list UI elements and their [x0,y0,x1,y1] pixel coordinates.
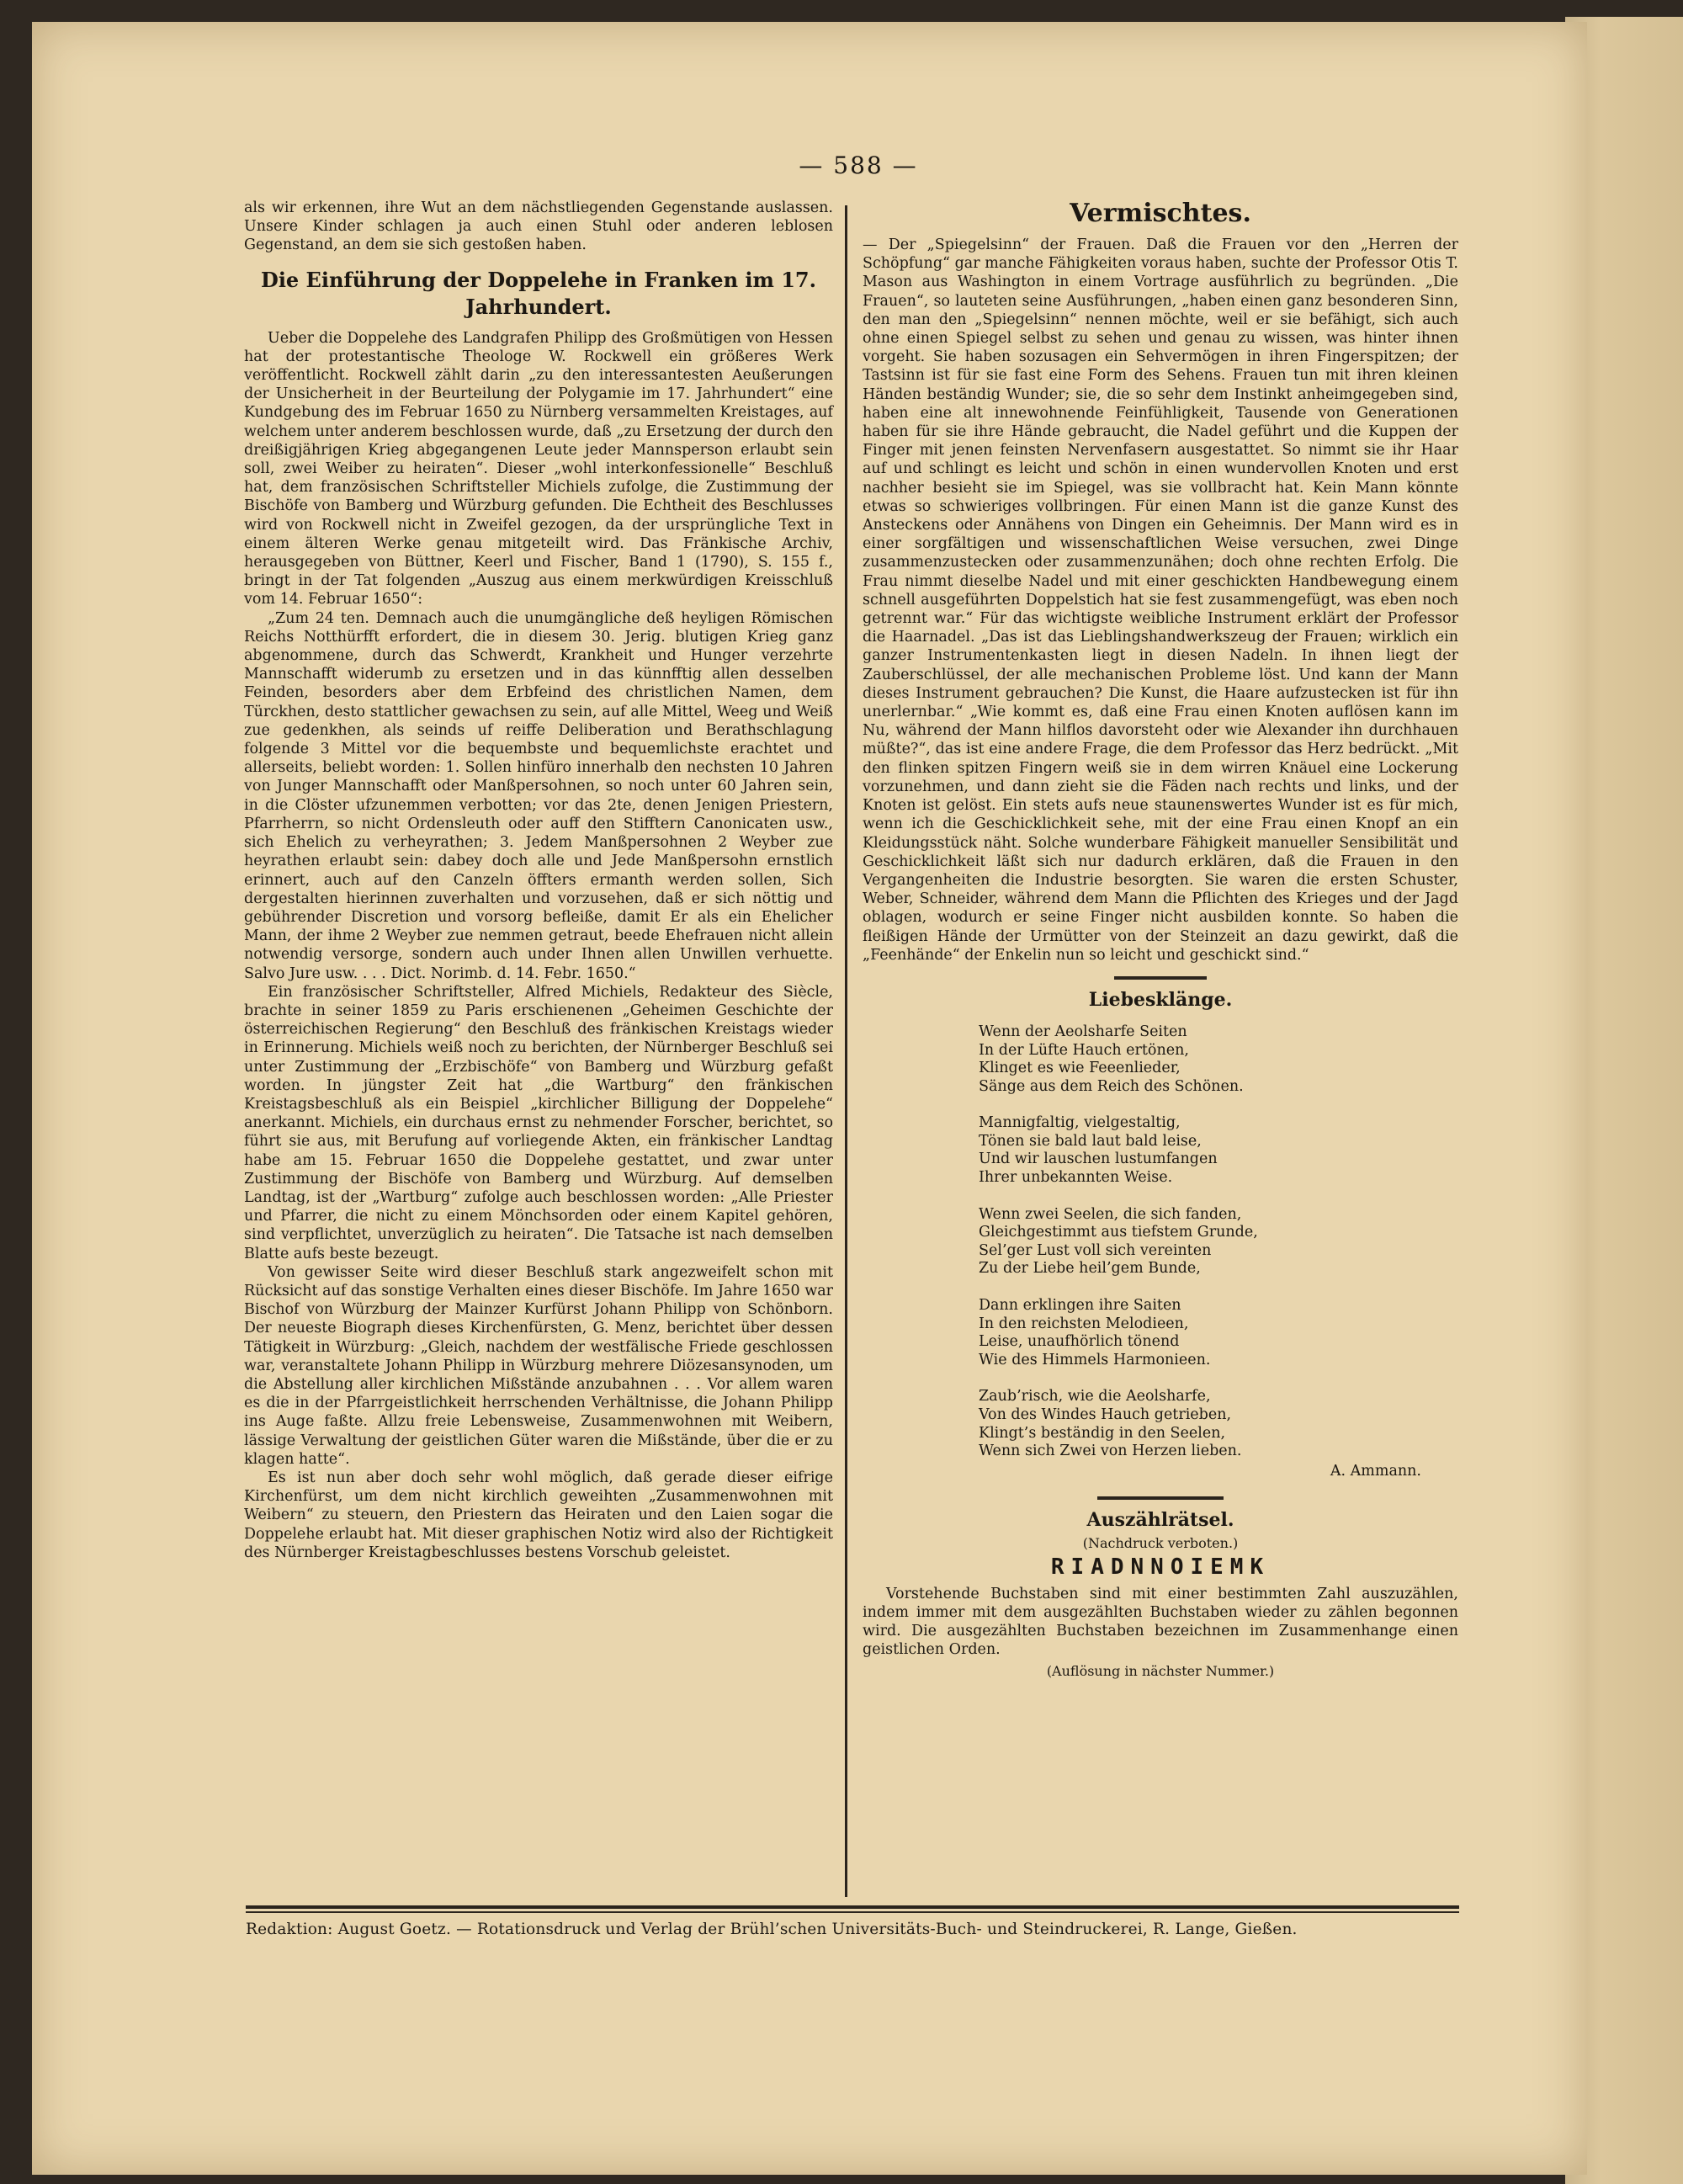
poem-line: In der Lüfte Hauch ertönen, [979,1041,1189,1059]
imprint-footer: Redaktion: August Goetz. — Rotationsdruck und Verlag der Brühl’schen Universitäts-Buch- und Steindruckerei, R. Lange, Gießen. [246,1921,1298,1938]
spiegelsinn-article: — Der „Spiegelsinn“ der Frauen. Daß die Frauen vor den „Herren der Schöpfung“ gar manche Fähigkeiten voraus haben, suchte der Professor Otis T. Mason aus Washington in einem Vortrage ausführlich zu begründen. „Die Frauen“, so lauteten seine Ausführungen, „haben einen ganz besonderen Sinn, den man den „Spiegelsinn“ nennen möchte, weil er sie befähigt, sich auch ohne einen Spiegel selbst zu sehen und genau zu wissen, was hinter ihnen vorgeht. Sie haben sozusagen ein Sehvermögen in ihren Fingerspitzen; der Tastsinn ist für sie fast eine Form des Sehens. Frauen tun mit ihren kleinen Händen beständig Wunder; sie, die so sehr dem Instinkt anheimgegeben sind, haben eine alt innewohnende Feinfühligkeit, Tausende von Generationen haben für sie ihre Hände gebraucht, die Nadel geführt und die Kuppen der Finger mit jenen feinsten Nervenfasern ausgestattet. So nimmt sie ihr Haar auf und schlingt es leicht und schön in einen wundervollen Knoten und erst nachher besieht sie im Spiegel, was sie vollbracht hat. Kein Mann könnte etwas so schwieriges vollbringen. Für einen Mann ist die ganze Kunst des Ansteckens oder Annähens von Dingen ein Geheimnis. Der Mann wird es in einer sorgfältigen und wissenschaftlichen Weise versuchen, zwei Dinge zusammenzustecken oder zusammenzunähen; doch ohne rechten Erfolg. Die Frau nimmt dieselbe Nadel und mit einer geschickten Handbewegung einem schnell ausgeführten Doppelstich hat sie fest zusammengefügt, was eben noch getrennt war.“ Für das wichtigste weibliche Instrument erklärt der Professor die Haarnadel. „Das ist das Lieblingshandwerkszeug der Frauen; wirklich ein ganzer Instrumentenkasten liegt in diesen Nadeln. In ihnen liegt der Zauberschlüssel, der alle mechanischen Probleme löst. Und kann der Mann dieses Instrument gebrauchen? Die Kunst, die Haare aufzustecken ist für ihn unerlernbar.“ „Wie kommt es, daß eine Frau einen Knoten auflösen kann im Nu, während der Mann hilflos davorsteht oder wie Alexander ihn durchhauen müßte?“, das ist eine andere Frage, die dem Professor das Herz bedrückt. „Mit den flinken spitzen Fingern weiß sie in dem wirren Knäuel eine Lockerung vorzunehmen, und dann zieht sie die Fäden nach rechts und links, und der Knoten ist gelöst. Ein stets aufs neue staunenswertes Wunder ist es für mich, wenn ich die Geschicklichkeit sehe, mit der eine Frau einen Knopf an ein Kleidungsstück näht. Solche wunderbare Fähigkeit manueller Sensibilität und Geschicklichkeit läßt sich nur dadurch erklären, daß die Frauen in den Vergangenheiten die Industrie besorgten. Sie waren die ersten Schuster, Weber, Schneider, während dem Mann die Pflichten des Krieges und der Jagd oblagen, wodurch er seine Finger nicht ausbilden konnte. So haben die fleißigen Hände der Urmütter von der Steinzeit an dazu gewirkt, daß die „Feenhände“ der Enkelin nun so leicht und geschickt sind.“ [863,236,1458,964]
article-paragraph-4: Von gewisser Seite wird dieser Beschluß stark angezweifelt schon mit Rücksicht auf das sonstige Verhalten eines dieser Bischöfe. Im Jahre 1650 war Bischof von Würzburg der Mainzer Kurfürst Johann Philipp von Schönborn. Der neueste Biograph dieses Kirchenfürsten, G. Menz, berichtet über dessen Tätigkeit in Würzburg: „Gleich, nachdem der westfälische Friede geschlossen war, veranstaltete Johann Philipp in Würzburg mehrere Diözesansynoden, um die Abstellung aller kirchlichen Mißstände anzubahnen . . . Vor allem waren es die in der Pfarrgeistlichkeit herrschenden Verhältnisse, die Johann Philipp ins Auge faßte. Allzu freie Lebensweise, Zusammenwohnen mit Weibern, lässige Verwaltung der geistlichen Güter waren die Mißstände, über die er zu klagen hatte“. [244,1263,833,1468]
section-title: Vermischtes. [1070,199,1251,228]
article-paragraph-quote: „Zum 24 ten. Demnach auch die unumgängliche deß heyligen Römischen Reichs Notthürfft erfordert, die in diesem 30. Jerig. blutigen Krieg ganz abgenommene, durch das Schwerdt, Krankheit und Hunger verzehrte Mannschafft widerumb zu ersetzen und in das künnfftig allen desselben Feinden, besorders aber dem Erbfeind des christlichen Namen, dem Türckhen, desto stattlicher gewachsen zu sein, auf alle Mittel, Weeg und Weiß zue gedenkhen, als seinds uf reiffe Deliberation und Berathschlagung folgende 3 Mittel vor die bequembste und bequemlichste erachtet und allerseits, beliebt worden: 1. Sollen hinfüro innerhalb den nechsten 10 Jahren von Junger Mannschafft oder Manßpersohnen, so noch unter 60 Jahren sein, in die Clöster ufzunemmen verbotten; vor das 2te, denen Jenigen Priestern, Pfarrherrn, so nicht Ordensleuth oder auff den Stifftern Canonicaten usw., sich Ehelich zu verheyrathen; 3. Jedem Manßpersohnen 2 Weyber zue heyrathen erlaubt sein: dabey doch alle und Jede Manßpersohn ernstlich erinnert, auch auf den Canzeln öffters ermanth werden sollen, Sich dergestalten hierinnen zuverhalten und vorzusehen, daß er sich nöttig und gebührender Discretion und vorsorg befleiße, damit Er als ein Ehelicher Mann, der ihme 2 Weyber zue nemmen getraut, beede Ehefrauen nicht allein notwendig versorge, sondern auch under Ihnen allen Unwillen verhuette. Salvo Jure usw. . . . Dict. Norimb. d. 14. Febr. 1650.“ [244,609,833,982]
footer-rule [246,1905,1459,1909]
poem-line: Klinget es wie Feeenlieder, [979,1060,1181,1077]
left-column [244,199,833,1562]
article-title: Die Einführung der Doppelehe in Franken im 17. Jahrhundert. [261,267,816,319]
article-paragraph-1: Ueber die Doppelehe des Landgrafen Philipp des Großmütigen von Hessen hat der protestantische Theologe W. Rockwell ein größeres Werk veröffentlicht. Rockwell zählt darin „zu den interessantesten Aeußerungen der Unsicherheit in der Beurteilung der Polygamie im 17. Jahrhundert“ eine Kundgebung des im Februar 1650 zu Nürnberg versammelten Kreistages, auf welchem unter anderem beschlossen wurde, daß „zu Ersetzung der durch den dreißigjährigen Krieg abgegangenen Leute jeder Mannsperson erlaubt sein soll, zwei Weiber zu heiraten“. Dieser „wohl interkonfessionelle“ Beschluß hat, dem französischen Schriftsteller Michiels zufolge, die Zustimmung der Bischöfe von Bamberg und Würzburg gefunden. Die Echtheit des Beschlusses wird von Rockwell nicht in Zweifel gezogen, da der ursprüngliche Text in einem älteren Werke genau mitgeteilt wird. Das Fränkische Archiv, herausgegeben von Büttner, Keerl und Fischer, Band 1 (1790), S. 155 f., bringt in der Tat folgenden „Auszug aus einem merkwürdigen Kreisschluß vom 14. Februar 1650“: [244,329,833,608]
poem-stanza [979,1297,1458,1369]
poem-line: Mannigfaltig, vielgestaltig, [979,1114,1181,1132]
poem-line: Von des Windes Hauch getrieben, [979,1406,1232,1424]
section-divider [1097,1496,1224,1500]
poem-line: Zaub’risch, wie die Aeolsharfe, [979,1388,1211,1406]
poem-author: A. Ammann. [1330,1462,1421,1480]
poem-line: Leise, unaufhörlich tönend [979,1333,1180,1351]
solution-notice: (Auflösung in nächster Nummer.) [1046,1662,1275,1679]
puzzle-text: Vorstehende Buchstaben sind mit einer bestimmten Zahl auszuzählen, indem immer mit dem ausgezählten Buchstaben wieder zu zählen begonnen wird. Die ausgezählten Buchstaben bezeichnen im Zusammenhange einen geistlichen Orden. [863,1585,1458,1659]
article-paragraph-3: Ein französischer Schriftsteller, Alfred Michiels, Redakteur des Siècle, brachte in seiner 1859 zu Paris erschienenen „Geheimen Geschichte der österreichischen Regierung“ den Beschluß des fränkischen Kreistags wieder in Erinnerung. Michiels weiß noch zu berichten, der Nürnberger Beschluß sei unter Zustimmung der „Erzbischöfe“ von Bamberg und Würzburg gefaßt worden. In jüngster Zeit hat „die Wartburg“ den fränkischen Kreistagsbeschluß als ein Beispiel „kirchlicher Billigung der Doppelehe“ anerkannt. Michiels, ein durchaus ernst zu nehmender Forscher, berichtet, so führt sie aus, mit Berufung auf vorliegende Akten, ein fränkischer Landtag habe am 15. Februar 1650 die Doppelehe gestattet, und zwar unter Zustimmung der Bischöfe von Bamberg und Würzburg. Auf demselben Landtag, ist der „Wartburg“ zufolge auch beschlossen worden: „Alle Priester und Pfarrer, die nicht zu einem Mönchsorden oder einem Kapitel gehören, sind verpflichtet, unverzüglich zu heiraten“. Die Tatsache ist nach demselben Blatte aufs beste bezeugt. [244,983,833,1262]
poem-stanza [979,1206,1458,1278]
reprint-notice: (Nachdruck verboten.) [1082,1534,1239,1551]
poem-line: Sänge aus dem Reich des Schönen. [979,1077,1244,1095]
poem-line: Wenn zwei Seelen, die sich fanden, [979,1205,1242,1223]
poem-line: Sel’ger Lust voll sich vereinten [979,1241,1212,1259]
poem [979,1023,1458,1461]
poem-line: Ihrer unbekannten Weise. [979,1169,1173,1187]
poem-line: In den reichsten Melodieen, [979,1315,1189,1332]
poem-line: Wenn der Aeolsharfe Seiten [979,1023,1187,1040]
poem-line: Klingt’s beständig in den Seelen, [979,1424,1226,1442]
poem-line: Tönen sie bald laut bald leise, [979,1132,1202,1150]
column-divider [845,205,847,1897]
right-column [863,199,1458,1679]
poem-line: Wenn sich Zwei von Herzen lieben. [979,1443,1242,1460]
section-divider [1114,976,1207,980]
poem-title: Liebesklänge. [1088,988,1233,1011]
poem-line: Und wir lauschen lustumfangen [979,1150,1218,1168]
intro-text: als wir erkennen, ihre Wut an dem nächstliegenden Gegenstande auslassen. Unsere Kinder schlagen ja auch einen Stuhl oder anderen leblosen Gegenstand, an dem sie sich gestoßen haben. [244,199,833,254]
puzzle-letters: RIADNNOIEMK [1050,1554,1271,1580]
puzzle-title: Auszählrätsel. [1086,1508,1234,1531]
poem-line: Dann erklingen ihre Saiten [979,1297,1181,1315]
poem-stanza [979,1388,1458,1460]
footer-rule [246,1911,1459,1913]
poem-line: Gleichgestimmt aus tiefstem Grunde, [979,1224,1258,1241]
poem-stanza [979,1023,1458,1096]
poem-stanza [979,1114,1458,1187]
poem-line: Zu der Liebe heil’gem Bunde, [979,1260,1201,1278]
article-paragraph-5: Es ist nun aber doch sehr wohl möglich, daß gerade dieser eifrige Kirchenfürst, um dem nicht kirchlich geweihten „Zusammenwohnen mit Weibern“ zu steuern, den Priestern das Heiraten und den Laien sogar die Doppelehe erlaubt hat. Mit dieser graphischen Notiz wird also der Richtigkeit des Nürnberger Kreistagbeschlusses bestens Vorschub geleistet. [244,1469,833,1561]
page-number: — 588 — [799,151,918,179]
poem-line: Wie des Himmels Harmonieen. [979,1351,1211,1368]
